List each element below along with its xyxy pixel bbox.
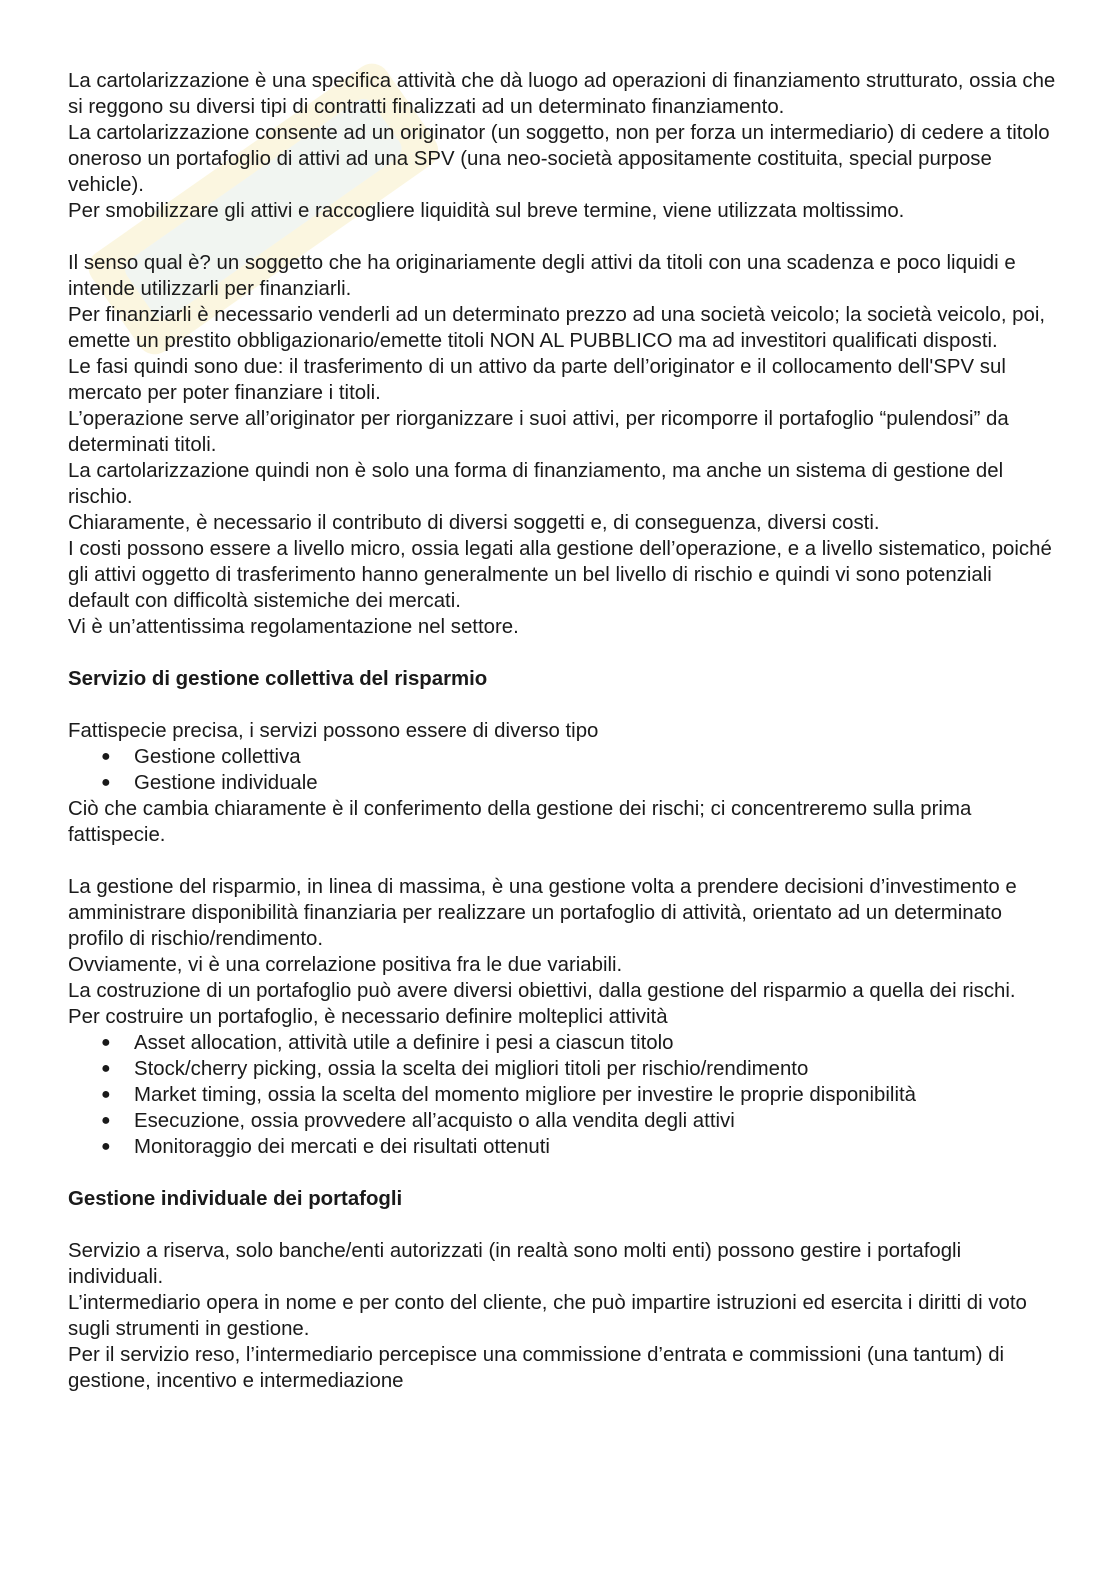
spacer xyxy=(68,640,1058,666)
list-item xyxy=(68,744,1058,770)
paragraph: Le fasi quindi sono due: il trasferimento di un attivo da parte dell’originator e il collocamento dell'SPV sul mercato per poter finanziare i titoli. xyxy=(68,356,1006,404)
paragraph: Ciò che cambia chiaramente è il conferimento della gestione dei rischi; ci concentreremo sulla prima fattispecie. xyxy=(68,798,972,846)
list-item xyxy=(68,1030,1058,1056)
bullet-icon: ● xyxy=(101,1086,111,1103)
paragraph: Ovviamente, vi è una correlazione positiva fra le due variabili. xyxy=(68,954,623,976)
paragraph: Il senso qual è? un soggetto che ha originariamente degli attivi da titoli con una scadenza e poco liquidi e intende utilizzarli per finanziarli. xyxy=(68,252,1016,300)
list-item-text: Monitoraggio dei mercati e dei risultati ottenuti xyxy=(134,1136,550,1158)
bullet-list xyxy=(68,1030,1058,1160)
section-heading: Gestione individuale dei portafogli xyxy=(68,1188,403,1210)
paragraph: I costi possono essere a livello micro, ossia legati alla gestione dell’operazione, e a livello sistematico, poiché gli attivi oggetto di trasferimento hanno generalmente un bel livello di rischio e quindi vi sono potenziali default con difficoltà sistemiche dei mercati. xyxy=(68,538,1052,612)
bullet-icon: ● xyxy=(101,1112,111,1129)
document-page xyxy=(68,68,1058,1394)
paragraph: Chiaramente, è necessario il contributo di diversi soggetti e, di conseguenza, diversi costi. xyxy=(68,512,880,534)
spacer xyxy=(68,848,1058,874)
list-item xyxy=(68,1056,1058,1082)
list-item-text: Gestione collettiva xyxy=(134,746,301,768)
paragraph: Fattispecie precisa, i servizi possono essere di diverso tipo xyxy=(68,720,599,742)
spacer xyxy=(68,692,1058,718)
paragraph: La costruzione di un portafoglio può avere diversi obiettivi, dalla gestione del risparmio a quella dei rischi. xyxy=(68,980,1016,1002)
list-item xyxy=(68,1134,1058,1160)
paragraph: L’operazione serve all’originator per riorganizzare i suoi attivi, per ricomporre il portafoglio “pulendosi” da determinati titoli. xyxy=(68,408,1009,456)
list-item xyxy=(68,1108,1058,1134)
bullet-list xyxy=(68,744,1058,796)
bullet-icon: ● xyxy=(101,1060,111,1077)
list-item xyxy=(68,770,1058,796)
paragraph: Vi è un’attentissima regolamentazione nel settore. xyxy=(68,616,519,638)
paragraph: Per costruire un portafoglio, è necessario definire molteplici attività xyxy=(68,1006,668,1028)
list-item-text: Asset allocation, attività utile a definire i pesi a ciascun titolo xyxy=(134,1032,674,1054)
paragraph: L’intermediario opera in nome e per conto del cliente, che può impartire istruzioni ed esercita i diritti di voto sugli strumenti in gestione. xyxy=(68,1292,1027,1340)
list-item-text: Esecuzione, ossia provvedere all’acquisto o alla vendita degli attivi xyxy=(134,1110,735,1132)
spacer xyxy=(68,224,1058,250)
paragraph: La cartolarizzazione quindi non è solo una forma di finanziamento, ma anche un sistema di gestione del rischio. xyxy=(68,460,1004,508)
bullet-icon: ● xyxy=(101,1138,111,1155)
paragraph: Servizio a riserva, solo banche/enti autorizzati (in realtà sono molti enti) possono gestire i portafogli individuali. xyxy=(68,1240,962,1288)
paragraph: Per smobilizzare gli attivi e raccogliere liquidità sul breve termine, viene utilizzata moltissimo. xyxy=(68,200,905,222)
bullet-icon: ● xyxy=(101,774,111,791)
spacer xyxy=(68,1160,1058,1186)
paragraph: Per finanziarli è necessario venderli ad un determinato prezzo ad una società veicolo; la società veicolo, poi, emette un prestito obbligazionario/emette titoli NON AL PUBBLICO ma ad investitori qualificati disposti. xyxy=(68,304,1046,352)
list-item-text: Stock/cherry picking, ossia la scelta dei migliori titoli per rischio/rendimento xyxy=(134,1058,809,1080)
paragraph: La gestione del risparmio, in linea di massima, è una gestione volta a prendere decisioni d’investimento e amministrare disponibilità finanziaria per realizzare un portafoglio di attività, orientato ad un determinato profilo di rischio/rendimento. xyxy=(68,876,1017,950)
list-item-text: Gestione individuale xyxy=(134,772,318,794)
list-item xyxy=(68,1082,1058,1108)
paragraph: La cartolarizzazione consente ad un originator (un soggetto, non per forza un intermediario) di cedere a titolo oneroso un portafoglio di attivi ad una SPV (una neo-società appositamente costituita, special purpose vehicle). xyxy=(68,122,1050,196)
list-item-text: Market timing, ossia la scelta del momento migliore per investire le proprie disponibilità xyxy=(134,1084,916,1106)
bullet-icon: ● xyxy=(101,748,111,765)
paragraph: Per il servizio reso, l’intermediario percepisce una commissione d’entrata e commissioni (una tantum) di gestione, incentivo e intermediazione xyxy=(68,1344,1005,1392)
spacer xyxy=(68,1212,1058,1238)
paragraph: La cartolarizzazione è una specifica attività che dà luogo ad operazioni di finanziamento strutturato, ossia che si reggono su diversi tipi di contratti finalizzati ad un determinato finanziamento. xyxy=(68,70,1056,118)
bullet-icon: ● xyxy=(101,1034,111,1051)
section-heading: Servizio di gestione collettiva del risparmio xyxy=(68,668,488,690)
